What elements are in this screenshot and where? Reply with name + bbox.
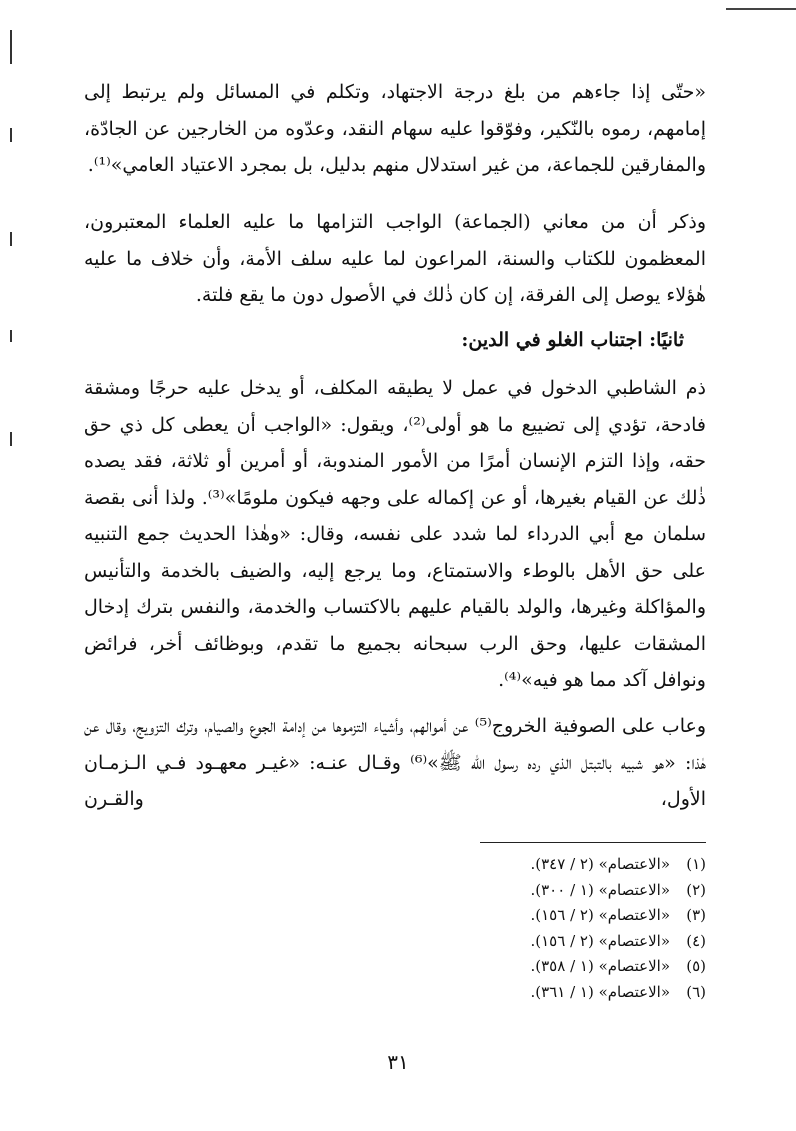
footnote-text: «الاعتصام» (٢ / ١٥٦). [530, 931, 670, 950]
footnote-text: «الاعتصام» (٢ / ٣٤٧). [530, 855, 670, 873]
footnote-item [430, 954, 706, 980]
footnote-item [430, 980, 706, 1006]
paragraph-avoid-extremism: ذم الشاطبي الدخول في عمل لا يطيقه المكلف، أو يدخل عليه حرجًا ومشقة فادحة، تؤدي إلى تضييع ما هو أولى⁽²⁾، ويقول: «الواجب أن يعطى كل ذي حق حقه، وإذا التزم الإنسان أمرًا من الأمور المندوبة، أو أمرين أو ثلاثة، فقد يصده ذٰلك عن القيام بغيرها، أو عن إكماله على وجهه فيكون ملومًا»⁽³⁾. ولذا أنى بقصة سلمان مع أبي الدرداء لما شدد على نفسه، وقال: «وهٰذا الحديث جمع التنبيه على حق الأهل بالوطء والاستمتاع، وما يرجع إليه، والضيف بالخدمة والتأنيس والمؤاكلة وغيرها، والولد بالقيام عليهم بالاكتساب والخدمة، والنفس بترك إدخال المشقات عليها، وحق الرب سبحانه بجميع ما تقدم، وبوظائف أخر، فرائض ونوافل آكد مما هو فيه»⁽⁴⁾. [84, 377, 707, 691]
footnote-number: (٣) [686, 906, 706, 924]
paragraph-sufi-criticism: وعاب على الصوفية الخروج⁽⁵⁾ عن أموالهم، وأشياء التزموها من إدامة الجوع والصيام، وترك التزويج، وقال عن هٰذا: «هو شبيه بالتبتل الذي رده رسول الله ﷺ»⁽⁶⁾ وقـال عنـه: «غيـر معهـود فـي الـزمـان الأول، والقـرن [84, 715, 706, 810]
footnote-item [430, 903, 706, 929]
paragraph-jamaah-meaning: وذكر أن من معاني (الجماعة) الواجب التزامها ما عليه العلماء المعتبرون، المعظمون للكتاب والسنة، المراعون لما عليه سلف الأمة، وأن خلاف ما عليه هٰؤلاء يوصل إلى الفرقة، إن كان ذٰلك في الأصول دون ما يقع فلتة. [84, 211, 706, 306]
paragraph-quote-ijtihad: «حتّى إذا جاءهم من بلغ درجة الاجتهاد، وتكلم في المسائل ولم يرتبط إلى إمامهم، رموه بالنّكير، وفوّقوا عليه سهام النقد، وعدّوه من الخارجين عن الجادّة، والمفارقين للجماعة، من غير استدلال منهم بدليل، بل بمجرد الاعتياد العامي»⁽¹⁾. [84, 81, 706, 176]
footnote-text: «الاعتصام» (٢ / ١٥٦). [530, 906, 670, 924]
section-heading: ثانيًا: اجتناب الغلو في الدين: [461, 329, 684, 351]
footnotes [430, 852, 706, 1005]
footnote-item [430, 852, 706, 878]
footnote-number: (٢) [686, 880, 706, 899]
scan-edge-mark [10, 128, 12, 142]
footnote-text: «الاعتصام» (١ / ٣٠٠). [530, 880, 670, 899]
footnote-item [430, 929, 706, 955]
scan-edge-mark [10, 30, 12, 64]
footnote-text: «الاعتصام» (١ / ٣٥٨). [530, 957, 670, 975]
scan-edge-mark [10, 232, 12, 246]
scan-edge-line [726, 8, 796, 10]
footnote-separator [480, 842, 706, 843]
footnote-item [430, 878, 706, 904]
scan-edge-mark [10, 330, 12, 342]
footnote-number: (٦) [686, 982, 706, 1001]
footnote-text: «الاعتصام» (١ / ٣٦١). [530, 982, 670, 1001]
scan-edge-mark [10, 432, 12, 446]
footnote-number: (١) [686, 855, 706, 873]
footnote-number: (٤) [686, 931, 706, 950]
page-number: ٣١ [387, 1050, 409, 1074]
footnote-number: (٥) [686, 957, 706, 975]
